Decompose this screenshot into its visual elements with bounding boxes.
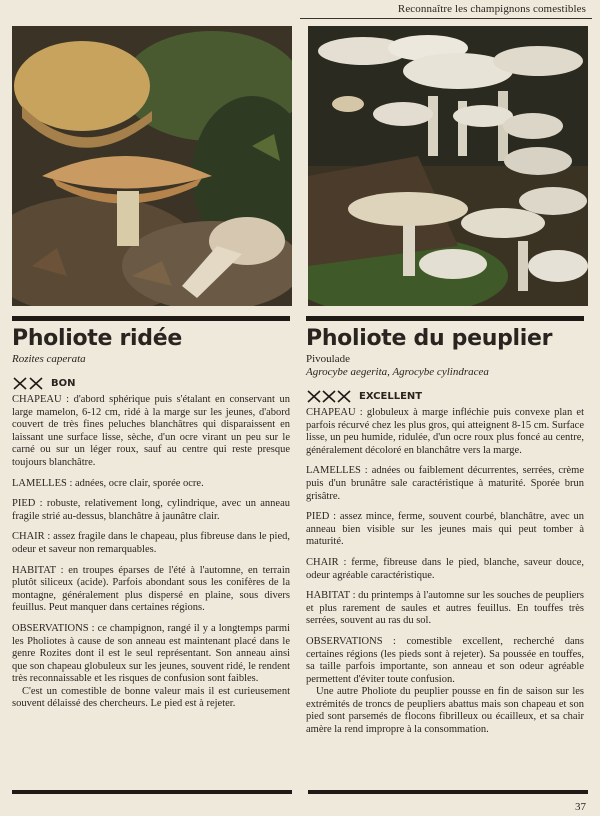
description-chapeau: CHAPEAU : globuleux à marge infléchie puis convexe plan et parfois récurvé chez les plus gros, qui atteignent 8-15 cm. Surface lisse, un peu humide, ridulée, d'un ocre roux plus foncé au centre, généralement décoloré en blanchâtre vers la marge.	[306, 407, 584, 456]
photo-pholiote-ridee	[12, 26, 292, 306]
left-article	[12, 316, 290, 719]
edibility-rating	[12, 376, 290, 390]
description-chapeau: CHAPEAU : d'abord sphérique puis s'étalant en conservant un large mamelon, 6-12 cm, ridé à la marge sur les jeunes, d'abord couvert de très fines peluches blanchâtres qui disparaissent en laissant une surface lisse, sèche, d'un ocre virant un peu sur le carné ou sur un léger roux, sauf au centre qui reste presque toujours blanchâtre.	[12, 394, 290, 468]
title-rule	[12, 316, 290, 321]
right-article	[306, 316, 584, 745]
bottom-rule-left	[12, 790, 292, 794]
three-fork-knife-icon	[306, 389, 354, 403]
title-rule	[306, 316, 584, 321]
description-pied: PIED : assez mince, ferme, souvent courbé, blanchâtre, avec un anneau bien visible sur les jeunes mais qui peut tomber à maturité.	[306, 511, 584, 548]
edibility-label: EXCELLENT	[359, 390, 423, 402]
description-pied: PIED : robuste, relativement long, cylindrique, avec un anneau fragile strié au-dessus, blanchâtre à jaunâtre clair.	[12, 498, 290, 522]
bottom-rule-right	[308, 790, 588, 794]
description-lamelles: LAMELLES : adnées, ocre clair, sporée ocre.	[12, 477, 204, 489]
article-title: Pholiote du peuplier	[306, 326, 553, 351]
header-rule	[300, 18, 592, 19]
edibility-label: BON	[51, 377, 76, 389]
photo-pholiote-du-peuplier	[308, 26, 588, 306]
description-habitat: HABITAT : du printemps à l'automne sur les souches de peupliers et plus rarement de saules et autres feuillus. En touffes très serrées, souvent au ras du sol.	[306, 590, 584, 627]
two-fork-knife-icon	[12, 376, 46, 390]
mushroom-illustration-right	[308, 26, 588, 306]
description-habitat: HABITAT : en troupes éparses de l'été à l'automne, en terrain plutôt siliceux (acide). Parfois abondant sous les conifères de la montagne, généralement plus dispersé en plaine, sous divers feuillus. Peut manquer dans certaines régions.	[12, 564, 290, 614]
edibility-rating	[306, 389, 584, 403]
description-observations-cont: Une autre Pholiote du peuplier pousse en fin de saison sur les extrémités de troncs de peupliers abattus mais son chapeau et son pied sont parsemés de flocons fibrilleux ou écailleux, et sa chair amère la rend impropre à la consommation.	[306, 686, 584, 736]
description-chair: CHAIR : assez fragile dans le chapeau, plus fibreuse dans le pied, odeur et saveur non remarquables.	[12, 531, 290, 555]
latin-name: Rozites caperata	[12, 353, 86, 365]
latin-name: Agrocybe aegerita, Agrocybe cylindracea	[306, 366, 489, 378]
description-observations: OBSERVATIONS : comestible excellent, recherché dans certaines régions (les pieds sont à rejeter). Sa poussée en touffes, sa taille parfois importante, son anneau et son odeur agréable permettent d'éviter toute confusion.	[306, 635, 584, 685]
running-title: Reconnaître les champignons comestibles	[397, 3, 586, 15]
description-lamelles: LAMELLES : adnées ou faiblement décurrentes, serrées, crème puis d'un brunâtre sale caractéristique à maturité. Sporée brun grisâtre.	[306, 465, 584, 502]
description-chair: CHAIR : ferme, fibreuse dans le pied, blanche, saveur douce, odeur agréable caractéristique.	[306, 556, 584, 581]
mushroom-illustration-left	[12, 26, 292, 306]
description-observations-cont: C'est un comestible de bonne valeur mais il est curieusement souvent délaissé des chercheurs. Le pied est à rejeter.	[12, 685, 290, 710]
common-name: Pivoulade	[306, 353, 350, 365]
description-observations: OBSERVATIONS : ce champignon, rangé il y a longtemps parmi les Pholiotes à cause de son anneau est maintenant placé dans le genre Rozites dont il est le seul représentant. Son anneau ainsi que son chapeau globuleux sur les jeunes, souvent ridé, le rendent très reconnaissable et les risques de confusion sont faibles.	[12, 622, 290, 685]
page-number: 37	[575, 801, 586, 813]
article-title: Pholiote ridée	[12, 326, 182, 351]
